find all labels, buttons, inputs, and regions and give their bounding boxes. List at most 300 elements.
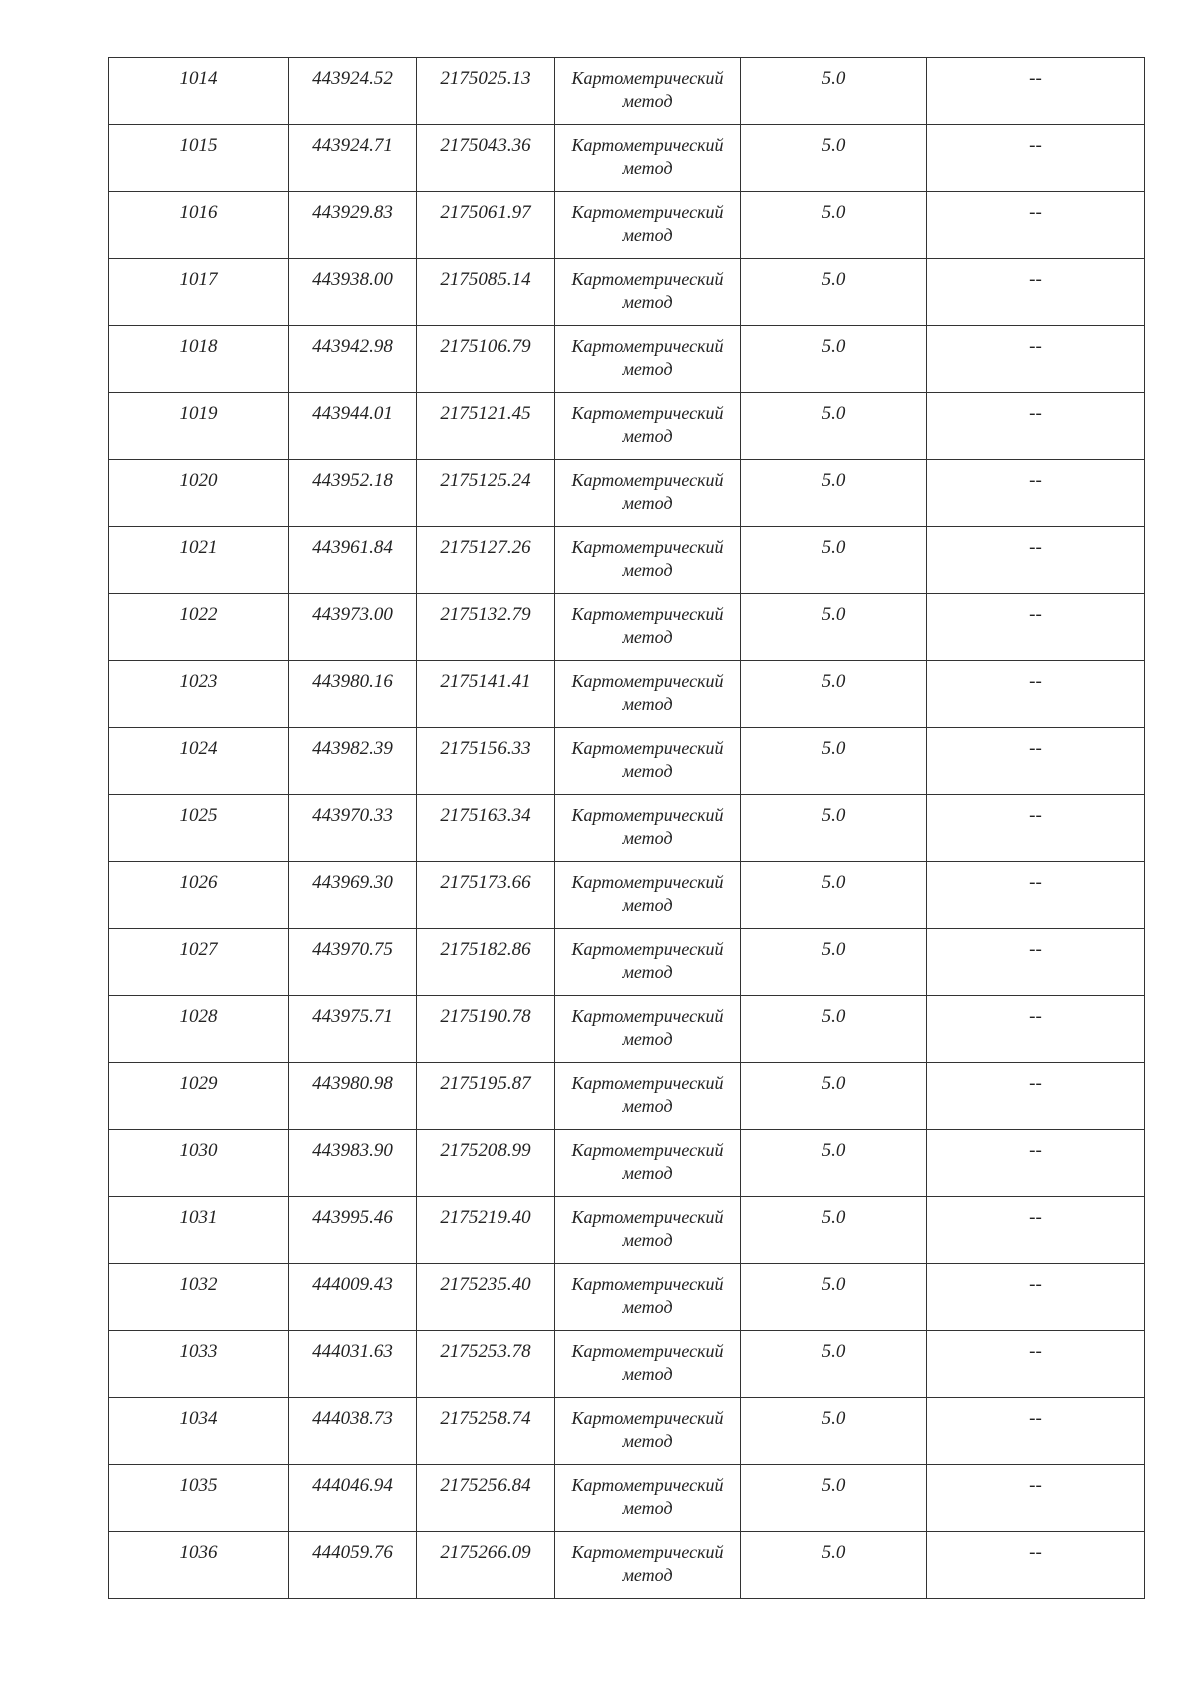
method-line-2: метод bbox=[622, 225, 673, 245]
method-cell bbox=[555, 58, 741, 125]
x-coordinate-text: 443970.75 bbox=[312, 939, 393, 960]
x-coordinate-text: 443980.98 bbox=[312, 1073, 393, 1094]
accuracy-text: 5.0 bbox=[821, 1006, 846, 1027]
accuracy-cell bbox=[741, 1063, 927, 1130]
x-coordinate-cell bbox=[289, 996, 417, 1063]
method-text bbox=[555, 862, 740, 917]
method-text bbox=[555, 728, 740, 783]
point-number-text: 1033 bbox=[179, 1341, 218, 1362]
table-row bbox=[109, 1331, 1145, 1398]
method-text bbox=[555, 1532, 740, 1587]
x-coordinate-text: 443975.71 bbox=[312, 1006, 393, 1027]
table-row bbox=[109, 460, 1145, 527]
accuracy-cell bbox=[741, 1532, 927, 1599]
note-cell bbox=[927, 1063, 1145, 1130]
method-line-1: Картометрический bbox=[571, 1140, 724, 1160]
accuracy-text: 5.0 bbox=[821, 939, 846, 960]
point-number-text: 1032 bbox=[179, 1274, 218, 1295]
table-row bbox=[109, 728, 1145, 795]
note-cell bbox=[927, 862, 1145, 929]
accuracy-cell bbox=[741, 460, 927, 527]
method-cell bbox=[555, 1331, 741, 1398]
method-line-2: метод bbox=[622, 359, 673, 379]
point-number-cell bbox=[109, 996, 289, 1063]
method-line-1: Картометрический bbox=[571, 537, 724, 557]
table-row bbox=[109, 326, 1145, 393]
accuracy-text: 5.0 bbox=[821, 1341, 846, 1362]
note-text: -- bbox=[1029, 939, 1042, 960]
y-coordinate-text: 2175195.87 bbox=[440, 1073, 531, 1094]
method-text bbox=[555, 58, 740, 113]
note-cell bbox=[927, 192, 1145, 259]
accuracy-text: 5.0 bbox=[821, 1274, 846, 1295]
note-text: -- bbox=[1029, 1475, 1042, 1496]
note-cell bbox=[927, 58, 1145, 125]
y-coordinate-text: 2175163.34 bbox=[440, 805, 531, 826]
note-cell bbox=[927, 1197, 1145, 1264]
point-number-text: 1028 bbox=[179, 1006, 218, 1027]
accuracy-text: 5.0 bbox=[821, 1073, 846, 1094]
method-line-1: Картометрический bbox=[571, 1073, 724, 1093]
accuracy-text: 5.0 bbox=[821, 738, 846, 759]
note-cell bbox=[927, 728, 1145, 795]
note-text: -- bbox=[1029, 135, 1042, 156]
point-number-text: 1022 bbox=[179, 604, 218, 625]
note-cell bbox=[927, 1264, 1145, 1331]
table-row bbox=[109, 1398, 1145, 1465]
accuracy-cell bbox=[741, 929, 927, 996]
method-line-2: метод bbox=[622, 1498, 673, 1518]
point-number-text: 1031 bbox=[179, 1207, 218, 1228]
point-number-text: 1024 bbox=[179, 738, 218, 759]
table-row bbox=[109, 996, 1145, 1063]
method-text bbox=[555, 661, 740, 716]
method-cell bbox=[555, 1264, 741, 1331]
note-cell bbox=[927, 1465, 1145, 1532]
method-text bbox=[555, 259, 740, 314]
method-line-2: метод bbox=[622, 560, 673, 580]
x-coordinate-text: 443969.30 bbox=[312, 872, 393, 893]
method-line-1: Картометрический bbox=[571, 872, 724, 892]
method-cell bbox=[555, 661, 741, 728]
accuracy-cell bbox=[741, 192, 927, 259]
table-row bbox=[109, 1264, 1145, 1331]
method-cell bbox=[555, 393, 741, 460]
point-number-text: 1036 bbox=[179, 1542, 218, 1563]
y-coordinate-text: 2175043.36 bbox=[440, 135, 531, 156]
accuracy-cell bbox=[741, 1331, 927, 1398]
x-coordinate-cell bbox=[289, 929, 417, 996]
note-cell bbox=[927, 996, 1145, 1063]
accuracy-cell bbox=[741, 1264, 927, 1331]
method-line-2: метод bbox=[622, 1431, 673, 1451]
method-line-1: Картометрический bbox=[571, 1006, 724, 1026]
x-coordinate-cell bbox=[289, 594, 417, 661]
method-text bbox=[555, 460, 740, 515]
method-line-1: Картометрический bbox=[571, 202, 724, 222]
accuracy-text: 5.0 bbox=[821, 202, 846, 223]
accuracy-text: 5.0 bbox=[821, 68, 846, 89]
method-line-2: метод bbox=[622, 1163, 673, 1183]
point-number-cell bbox=[109, 1130, 289, 1197]
x-coordinate-text: 443973.00 bbox=[312, 604, 393, 625]
note-text: -- bbox=[1029, 202, 1042, 223]
method-line-1: Картометрический bbox=[571, 805, 724, 825]
point-number-cell bbox=[109, 326, 289, 393]
y-coordinate-cell bbox=[417, 259, 555, 326]
method-cell bbox=[555, 728, 741, 795]
method-line-1: Картометрический bbox=[571, 403, 724, 423]
y-coordinate-cell bbox=[417, 1130, 555, 1197]
accuracy-text: 5.0 bbox=[821, 537, 846, 558]
y-coordinate-cell bbox=[417, 527, 555, 594]
y-coordinate-text: 2175141.41 bbox=[440, 671, 531, 692]
accuracy-cell bbox=[741, 1398, 927, 1465]
point-number-text: 1020 bbox=[179, 470, 218, 491]
y-coordinate-text: 2175256.84 bbox=[440, 1475, 531, 1496]
accuracy-text: 5.0 bbox=[821, 1475, 846, 1496]
y-coordinate-text: 2175266.09 bbox=[440, 1542, 531, 1563]
table-row bbox=[109, 58, 1145, 125]
note-cell bbox=[927, 1331, 1145, 1398]
y-coordinate-text: 2175061.97 bbox=[440, 202, 531, 223]
method-line-2: метод bbox=[622, 292, 673, 312]
x-coordinate-cell bbox=[289, 527, 417, 594]
y-coordinate-cell bbox=[417, 125, 555, 192]
method-text bbox=[555, 1398, 740, 1453]
x-coordinate-text: 443929.83 bbox=[312, 202, 393, 223]
method-cell bbox=[555, 594, 741, 661]
x-coordinate-cell bbox=[289, 393, 417, 460]
table-row bbox=[109, 661, 1145, 728]
x-coordinate-text: 443952.18 bbox=[312, 470, 393, 491]
point-number-cell bbox=[109, 1264, 289, 1331]
note-cell bbox=[927, 594, 1145, 661]
accuracy-cell bbox=[741, 795, 927, 862]
note-cell bbox=[927, 661, 1145, 728]
accuracy-text: 5.0 bbox=[821, 805, 846, 826]
x-coordinate-cell bbox=[289, 1532, 417, 1599]
x-coordinate-text: 443942.98 bbox=[312, 336, 393, 357]
point-number-text: 1023 bbox=[179, 671, 218, 692]
method-line-2: метод bbox=[622, 694, 673, 714]
method-line-1: Картометрический bbox=[571, 1408, 724, 1428]
point-number-text: 1027 bbox=[179, 939, 218, 960]
point-number-cell bbox=[109, 393, 289, 460]
note-text: -- bbox=[1029, 470, 1042, 491]
method-line-2: метод bbox=[622, 1029, 673, 1049]
accuracy-cell bbox=[741, 728, 927, 795]
note-text: -- bbox=[1029, 403, 1042, 424]
method-text bbox=[555, 125, 740, 180]
y-coordinate-cell bbox=[417, 795, 555, 862]
accuracy-text: 5.0 bbox=[821, 336, 846, 357]
accuracy-cell bbox=[741, 594, 927, 661]
note-text: -- bbox=[1029, 1408, 1042, 1429]
point-number-cell bbox=[109, 58, 289, 125]
note-text: -- bbox=[1029, 1341, 1042, 1362]
point-number-cell bbox=[109, 795, 289, 862]
method-line-1: Картометрический bbox=[571, 738, 724, 758]
method-text bbox=[555, 393, 740, 448]
point-number-cell bbox=[109, 1331, 289, 1398]
note-text: -- bbox=[1029, 805, 1042, 826]
method-cell bbox=[555, 862, 741, 929]
x-coordinate-text: 443944.01 bbox=[312, 403, 393, 424]
method-text bbox=[555, 1465, 740, 1520]
point-number-text: 1030 bbox=[179, 1140, 218, 1161]
x-coordinate-cell bbox=[289, 661, 417, 728]
method-cell bbox=[555, 1130, 741, 1197]
accuracy-text: 5.0 bbox=[821, 1207, 846, 1228]
table-row bbox=[109, 795, 1145, 862]
method-text bbox=[555, 326, 740, 381]
note-cell bbox=[927, 1398, 1145, 1465]
y-coordinate-text: 2175182.86 bbox=[440, 939, 531, 960]
method-text bbox=[555, 929, 740, 984]
y-coordinate-text: 2175258.74 bbox=[440, 1408, 531, 1429]
accuracy-text: 5.0 bbox=[821, 1140, 846, 1161]
method-cell bbox=[555, 192, 741, 259]
x-coordinate-cell bbox=[289, 259, 417, 326]
x-coordinate-cell bbox=[289, 58, 417, 125]
point-number-cell bbox=[109, 125, 289, 192]
accuracy-text: 5.0 bbox=[821, 671, 846, 692]
x-coordinate-cell bbox=[289, 1331, 417, 1398]
method-line-1: Картометрический bbox=[571, 1542, 724, 1562]
method-cell bbox=[555, 1465, 741, 1532]
note-cell bbox=[927, 795, 1145, 862]
point-number-cell bbox=[109, 259, 289, 326]
method-line-2: метод bbox=[622, 962, 673, 982]
accuracy-cell bbox=[741, 259, 927, 326]
point-number-cell bbox=[109, 1398, 289, 1465]
y-coordinate-text: 2175132.79 bbox=[440, 604, 531, 625]
note-cell bbox=[927, 259, 1145, 326]
method-cell bbox=[555, 1197, 741, 1264]
note-cell bbox=[927, 326, 1145, 393]
note-text: -- bbox=[1029, 537, 1042, 558]
y-coordinate-cell bbox=[417, 594, 555, 661]
y-coordinate-cell bbox=[417, 862, 555, 929]
point-number-cell bbox=[109, 929, 289, 996]
x-coordinate-text: 443980.16 bbox=[312, 671, 393, 692]
method-text bbox=[555, 795, 740, 850]
note-text: -- bbox=[1029, 1207, 1042, 1228]
x-coordinate-text: 444038.73 bbox=[312, 1408, 393, 1429]
point-number-text: 1035 bbox=[179, 1475, 218, 1496]
method-text bbox=[555, 1130, 740, 1185]
accuracy-cell bbox=[741, 326, 927, 393]
y-coordinate-cell bbox=[417, 460, 555, 527]
x-coordinate-cell bbox=[289, 1264, 417, 1331]
accuracy-text: 5.0 bbox=[821, 269, 846, 290]
x-coordinate-cell bbox=[289, 1063, 417, 1130]
x-coordinate-text: 444059.76 bbox=[312, 1542, 393, 1563]
accuracy-text: 5.0 bbox=[821, 470, 846, 491]
y-coordinate-text: 2175190.78 bbox=[440, 1006, 531, 1027]
method-line-2: метод bbox=[622, 1230, 673, 1250]
method-line-1: Картометрический bbox=[571, 1475, 724, 1495]
y-coordinate-text: 2175025.13 bbox=[440, 68, 531, 89]
accuracy-cell bbox=[741, 58, 927, 125]
x-coordinate-cell bbox=[289, 192, 417, 259]
method-line-1: Картометрический bbox=[571, 68, 724, 88]
y-coordinate-text: 2175208.99 bbox=[440, 1140, 531, 1161]
x-coordinate-cell bbox=[289, 460, 417, 527]
method-line-2: метод bbox=[622, 1565, 673, 1585]
x-coordinate-text: 443970.33 bbox=[312, 805, 393, 826]
note-text: -- bbox=[1029, 604, 1042, 625]
method-line-1: Картометрический bbox=[571, 1274, 724, 1294]
x-coordinate-cell bbox=[289, 1130, 417, 1197]
accuracy-cell bbox=[741, 393, 927, 460]
point-number-cell bbox=[109, 1197, 289, 1264]
method-text bbox=[555, 527, 740, 582]
accuracy-text: 5.0 bbox=[821, 1542, 846, 1563]
method-text bbox=[555, 1264, 740, 1319]
note-cell bbox=[927, 125, 1145, 192]
method-cell bbox=[555, 1063, 741, 1130]
y-coordinate-cell bbox=[417, 1063, 555, 1130]
method-cell bbox=[555, 1398, 741, 1465]
accuracy-cell bbox=[741, 1130, 927, 1197]
x-coordinate-cell bbox=[289, 326, 417, 393]
table-row bbox=[109, 125, 1145, 192]
x-coordinate-text: 443938.00 bbox=[312, 269, 393, 290]
method-cell bbox=[555, 795, 741, 862]
accuracy-text: 5.0 bbox=[821, 135, 846, 156]
y-coordinate-text: 2175156.33 bbox=[440, 738, 531, 759]
point-number-cell bbox=[109, 460, 289, 527]
note-cell bbox=[927, 393, 1145, 460]
accuracy-cell bbox=[741, 996, 927, 1063]
y-coordinate-cell bbox=[417, 1398, 555, 1465]
method-text bbox=[555, 996, 740, 1051]
method-line-1: Картометрический bbox=[571, 336, 724, 356]
accuracy-cell bbox=[741, 527, 927, 594]
method-line-1: Картометрический bbox=[571, 604, 724, 624]
point-number-cell bbox=[109, 527, 289, 594]
point-number-cell bbox=[109, 192, 289, 259]
note-text: -- bbox=[1029, 1006, 1042, 1027]
accuracy-text: 5.0 bbox=[821, 872, 846, 893]
note-cell bbox=[927, 1130, 1145, 1197]
y-coordinate-text: 2175127.26 bbox=[440, 537, 531, 558]
method-line-2: метод bbox=[622, 1297, 673, 1317]
note-text: -- bbox=[1029, 269, 1042, 290]
method-line-2: метод bbox=[622, 627, 673, 647]
point-number-cell bbox=[109, 728, 289, 795]
method-line-2: метод bbox=[622, 158, 673, 178]
y-coordinate-cell bbox=[417, 393, 555, 460]
note-text: -- bbox=[1029, 1542, 1042, 1563]
accuracy-text: 5.0 bbox=[821, 403, 846, 424]
table-row bbox=[109, 1130, 1145, 1197]
x-coordinate-text: 443995.46 bbox=[312, 1207, 393, 1228]
point-number-text: 1034 bbox=[179, 1408, 218, 1429]
method-cell bbox=[555, 259, 741, 326]
point-number-cell bbox=[109, 1532, 289, 1599]
accuracy-cell bbox=[741, 862, 927, 929]
table-row bbox=[109, 1532, 1145, 1599]
point-number-cell bbox=[109, 1465, 289, 1532]
point-number-cell bbox=[109, 1063, 289, 1130]
table-row bbox=[109, 259, 1145, 326]
method-line-1: Картометрический bbox=[571, 1207, 724, 1227]
note-text: -- bbox=[1029, 671, 1042, 692]
y-coordinate-text: 2175106.79 bbox=[440, 336, 531, 357]
x-coordinate-text: 443982.39 bbox=[312, 738, 393, 759]
method-line-1: Картометрический bbox=[571, 135, 724, 155]
y-coordinate-text: 2175173.66 bbox=[440, 872, 531, 893]
method-cell bbox=[555, 460, 741, 527]
y-coordinate-cell bbox=[417, 1532, 555, 1599]
note-cell bbox=[927, 929, 1145, 996]
method-line-1: Картометрический bbox=[571, 671, 724, 691]
table-row bbox=[109, 527, 1145, 594]
point-number-text: 1014 bbox=[179, 68, 218, 89]
x-coordinate-cell bbox=[289, 1398, 417, 1465]
note-text: -- bbox=[1029, 872, 1042, 893]
y-coordinate-text: 2175253.78 bbox=[440, 1341, 531, 1362]
method-cell bbox=[555, 929, 741, 996]
method-cell bbox=[555, 125, 741, 192]
point-number-cell bbox=[109, 862, 289, 929]
method-line-1: Картометрический bbox=[571, 269, 724, 289]
method-line-1: Картометрический bbox=[571, 470, 724, 490]
point-number-cell bbox=[109, 661, 289, 728]
y-coordinate-text: 2175121.45 bbox=[440, 403, 531, 424]
y-coordinate-cell bbox=[417, 1197, 555, 1264]
accuracy-cell bbox=[741, 125, 927, 192]
method-cell bbox=[555, 1532, 741, 1599]
table-row bbox=[109, 192, 1145, 259]
table-row bbox=[109, 1465, 1145, 1532]
y-coordinate-cell bbox=[417, 326, 555, 393]
accuracy-text: 5.0 bbox=[821, 604, 846, 625]
x-coordinate-text: 443983.90 bbox=[312, 1140, 393, 1161]
method-text bbox=[555, 1063, 740, 1118]
method-line-2: метод bbox=[622, 493, 673, 513]
y-coordinate-text: 2175235.40 bbox=[440, 1274, 531, 1295]
y-coordinate-cell bbox=[417, 996, 555, 1063]
method-cell bbox=[555, 326, 741, 393]
table-row bbox=[109, 862, 1145, 929]
method-line-2: метод bbox=[622, 761, 673, 781]
x-coordinate-cell bbox=[289, 125, 417, 192]
x-coordinate-text: 444009.43 bbox=[312, 1274, 393, 1295]
table-row bbox=[109, 1197, 1145, 1264]
method-cell bbox=[555, 996, 741, 1063]
point-number-text: 1025 bbox=[179, 805, 218, 826]
x-coordinate-text: 443924.52 bbox=[312, 68, 393, 89]
table-row bbox=[109, 594, 1145, 661]
table-row bbox=[109, 929, 1145, 996]
note-cell bbox=[927, 527, 1145, 594]
note-text: -- bbox=[1029, 738, 1042, 759]
method-line-2: метод bbox=[622, 828, 673, 848]
note-cell bbox=[927, 460, 1145, 527]
method-cell bbox=[555, 527, 741, 594]
method-line-1: Картометрический bbox=[571, 939, 724, 959]
y-coordinate-cell bbox=[417, 661, 555, 728]
point-number-cell bbox=[109, 594, 289, 661]
method-line-2: метод bbox=[622, 426, 673, 446]
method-line-2: метод bbox=[622, 1364, 673, 1384]
note-cell bbox=[927, 1532, 1145, 1599]
y-coordinate-cell bbox=[417, 929, 555, 996]
